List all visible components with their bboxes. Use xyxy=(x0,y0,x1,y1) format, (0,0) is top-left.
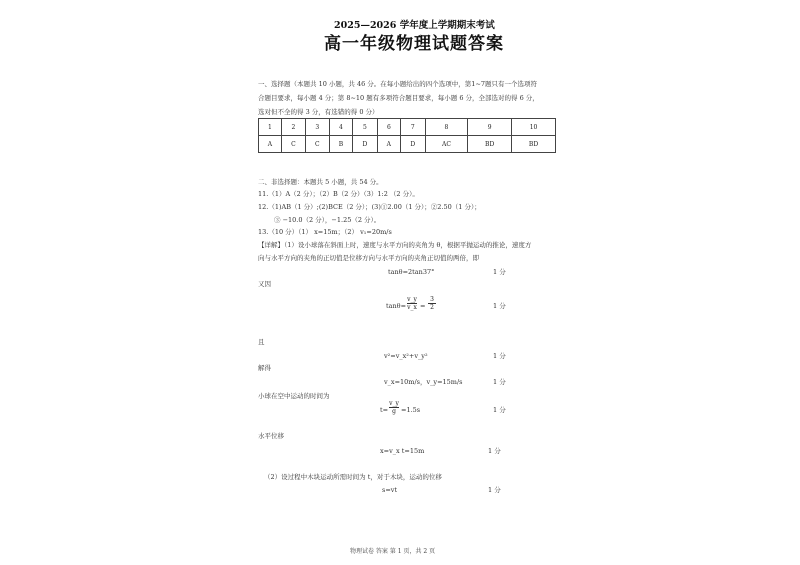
answer-cell: B xyxy=(329,136,352,153)
answer-cell: D xyxy=(400,136,425,153)
section1-line1: 一、选择题（本题共 10 小题，共 46 分。在每小题给出的四个选项中，第1~7题只有一个选项符 xyxy=(258,80,538,88)
answer-cell: BD xyxy=(468,136,512,153)
fraction-numerator: 3 xyxy=(430,296,434,303)
answer-cell: C xyxy=(281,136,305,153)
label-result: 解得 xyxy=(258,364,271,372)
explanation-line2: 向与水平方向的夹角的正切值是位移方向与水平方向的夹角正切值的两倍，即 xyxy=(258,254,479,262)
answer-cell: A xyxy=(259,136,282,153)
question-number: 7 xyxy=(400,119,425,136)
question-number: 1 xyxy=(259,119,282,136)
question-number: 9 xyxy=(468,119,512,136)
label-time: 小球在空中运动的时间为 xyxy=(258,392,330,400)
fraction-numerator: v_y xyxy=(407,296,417,303)
fraction-three-halves xyxy=(428,296,436,311)
section2-title: 二、非选择题：本题共 5 小题，共 54 分。 xyxy=(258,178,383,186)
fraction-denominator: 2 xyxy=(428,303,436,311)
score-mark: 1 分 xyxy=(493,302,506,310)
equation-velocity-components: v_x=10m/s，v_y=15m/s xyxy=(384,378,463,386)
answer-cell: A xyxy=(377,136,400,153)
q12-answer: 12.（1)AB（1 分）;(2)BCE（2 分）；(3)①2.00（1 分）；②2.50（1 分）； xyxy=(258,203,481,211)
label-solve: 又因 xyxy=(258,280,271,288)
question-number: 10 xyxy=(512,119,556,136)
question-number: 6 xyxy=(377,119,400,136)
answer-cell: C xyxy=(305,136,329,153)
answer-table xyxy=(258,118,556,153)
score-mark: 1 分 xyxy=(493,378,506,386)
q13-answer: 13.（10 分）（1） x=15m；（2） v₁=20m/s xyxy=(258,228,392,236)
score-mark: 1 分 xyxy=(488,447,501,455)
equation-tan-ratio-left: tanθ= xyxy=(386,302,407,310)
question-number: 8 xyxy=(425,119,468,136)
score-mark: 1 分 xyxy=(493,352,506,360)
fraction-vy-g xyxy=(389,400,399,415)
answer-cell: AC xyxy=(425,136,468,153)
score-mark: 1 分 xyxy=(488,486,501,494)
equation-velocity-squared: v²=v_x²+v_y² xyxy=(384,352,428,360)
equation-displacement: x=v_x t=15m xyxy=(380,447,425,455)
fraction-denominator: g xyxy=(389,407,399,415)
q12-answer-cont: ③ −10.0（2 分），−1.25（2 分）。 xyxy=(274,216,381,224)
page-title: 高一年级物理试题答案 xyxy=(324,34,504,54)
section1-line3: 选对但不全的得 3 分，有选错的得 0 分） xyxy=(258,108,379,116)
equation-tan-theta: tanθ=2tan37° xyxy=(388,268,435,276)
score-mark: 1 分 xyxy=(493,406,506,414)
question-number: 4 xyxy=(329,119,352,136)
section1-line2: 合题目要求，每小题 4 分；第 8~10 题有多项符合题目要求，每小题 6 分，全部选对的得 6 分， xyxy=(258,94,539,102)
score-mark: 1 分 xyxy=(493,268,506,276)
equation-equals: = xyxy=(420,302,426,310)
q11-answer: 11.（1）A（2 分）；（2）B（2 分）（3）1:2 （2 分）。 xyxy=(258,190,419,198)
question-number: 2 xyxy=(281,119,305,136)
fraction-vy-vx xyxy=(407,296,417,311)
explanation-line1: 【详解】（1）设小球落在斜面上时，速度与水平方向的夹角为 θ，根据平抛运动的推论，速度方 xyxy=(258,241,532,249)
label-and: 且 xyxy=(258,338,265,346)
question-number-row xyxy=(259,119,556,136)
exam-header: 2025—2026 学年度上学期期末考试 xyxy=(334,20,495,31)
equation-block-displacement: s=vt xyxy=(382,486,398,494)
part2-statement: （2）设过程中木块运动所需时间为 t，对于木块，运动的位移 xyxy=(264,473,442,481)
fraction-denominator: v_x xyxy=(407,304,417,311)
label-horizontal-displacement: 水平位移 xyxy=(258,432,284,440)
equation-time-right: =1.5s xyxy=(401,406,421,414)
equation-time-left: t= xyxy=(380,406,389,414)
page-footer: 物理试卷 答案 第 1 页，共 2 页 xyxy=(350,548,436,555)
fraction-numerator: v_y xyxy=(389,400,399,407)
answer-row xyxy=(259,136,556,153)
answer-cell: BD xyxy=(512,136,556,153)
question-number: 5 xyxy=(353,119,378,136)
question-number: 3 xyxy=(305,119,329,136)
answer-page xyxy=(238,0,576,565)
answer-cell: D xyxy=(353,136,378,153)
